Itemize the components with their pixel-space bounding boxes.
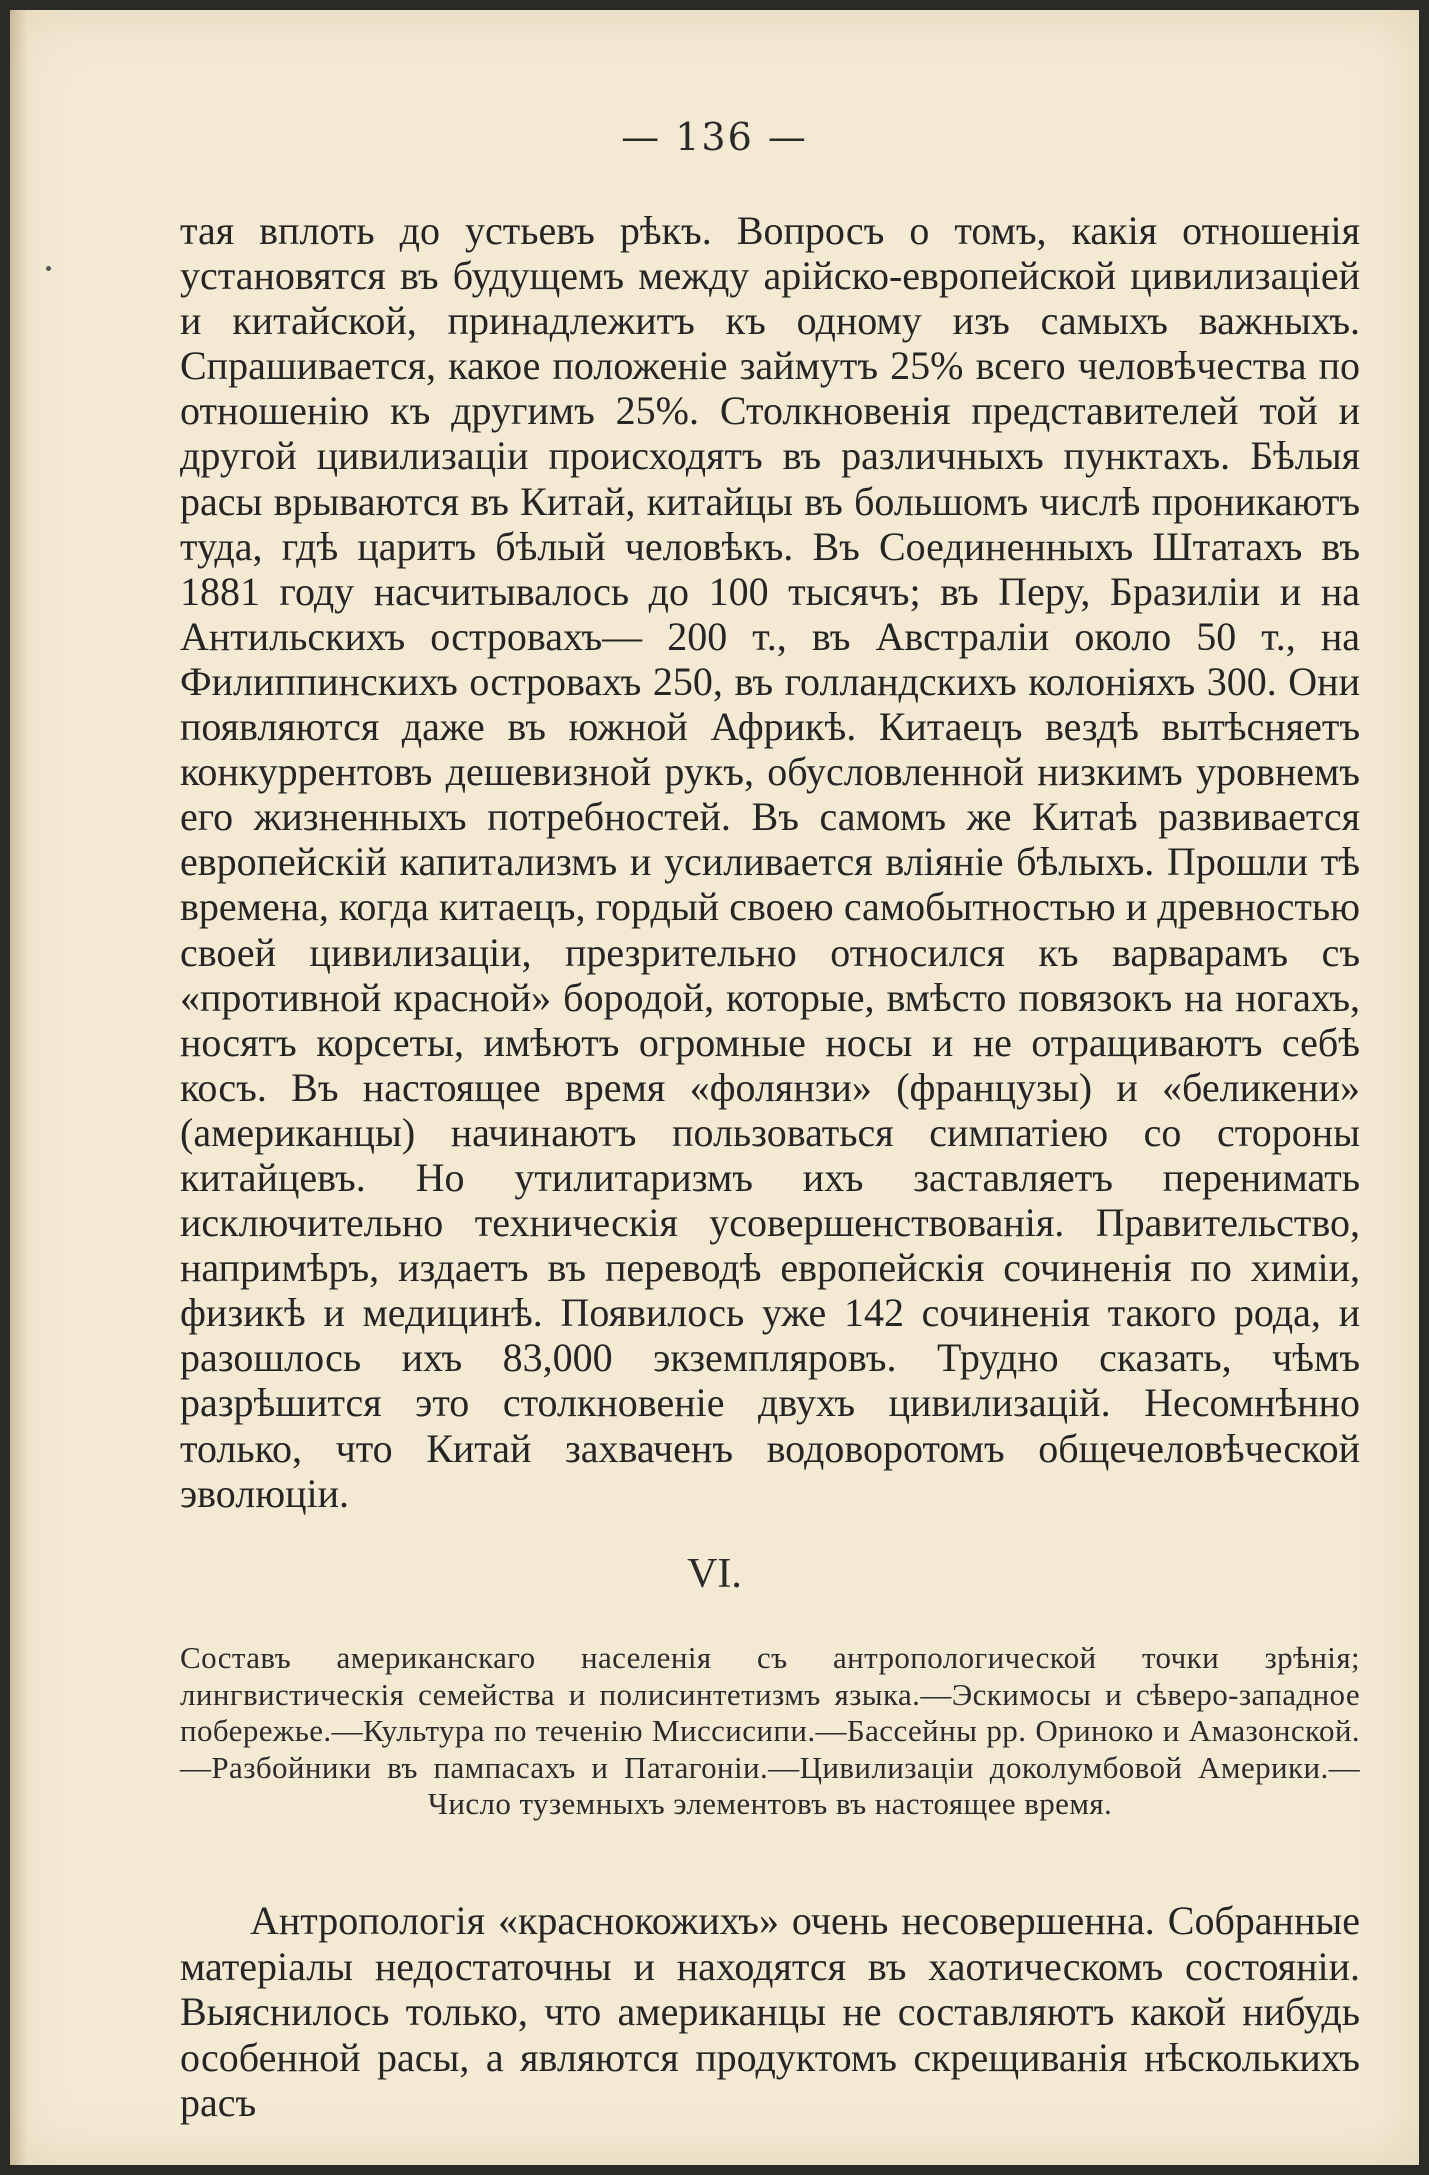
section-summary: Составъ американскаго населенія съ антропологической точки зрѣнія; лингвистическія семейства и полисинтетизмъ языка.—Эскимосы и сѣверо-западное побережье.—Культура по теченію Миссисипи.—Бассейны рр. Ориноко и Амазонской.—Разбойники въ пампасахъ и Патагоніи.—Цивилизаціи доколумбовой Америки.—Число туземныхъ элементовъ въ настоящее время. bbox=[180, 1640, 1360, 1821]
ink-speck bbox=[46, 266, 51, 271]
section-first-paragraph: Антропологія «краснокожихъ» очень несовершенна. Собранные матеріалы недостаточны и находятся въ хаотическомъ состояніи. Выяснилось только, что американцы не составляютъ какой нибудь особенной расы, а являются продуктомъ скрещиванія нѣсколькихъ расъ bbox=[180, 1898, 1360, 2125]
book-page bbox=[10, 10, 1419, 2165]
section-heading: VI. bbox=[687, 1551, 742, 1597]
body-paragraph: тая вплоть до устьевъ рѣкъ. Вопросъ о томъ, какія отношенія установятся въ будущемъ между арійско-европейской цивилизаціей и китайской, принадлежитъ къ одному изъ самыхъ важныхъ. Спрашивается, какое положеніе займутъ 25% всего человѣчества по отношенію къ другимъ 25%. Столкновенія представителей той и другой цивилизаціи происходятъ въ различныхъ пунктахъ. Бѣлыя расы врываются въ Китай, китайцы въ большомъ числѣ проникаютъ туда, гдѣ царитъ бѣлый человѣкъ. Въ Соединенныхъ Штатахъ въ 1881 году насчитывалось до 100 тысячъ; въ Перу, Бразиліи и на Антильскихъ островахъ— 200 т., въ Австраліи около 50 т., на Филиппинскихъ островахъ 250, въ голландскихъ колоніяхъ 300. Они появляются даже въ южной Африкѣ. Китаецъ вездѣ вытѣсняетъ конкуррентовъ дешевизной рукъ, обусловленной низкимъ уровнемъ его жизненныхъ потребностей. Въ самомъ же Китаѣ развивается европейскій капитализмъ и усиливается вліяніе бѣлыхъ. Прошли тѣ времена, когда китаецъ, гордый своею самобытностью и древностью своей цивилизаціи, презрительно относился къ варварамъ съ «противной красной» бородой, которые, вмѣсто повязокъ на ногахъ, носятъ корсеты, имѣютъ огромные носы и не отращиваютъ себѣ косъ. Въ настоящее время «фолянзи» (французы) и «беликени» (американцы) начинаютъ пользоваться симпатіею со стороны китайцевъ. Но утилитаризмъ ихъ заставляетъ перенимать исключительно техническія усовершенствованія. Правительство, напримѣръ, издаетъ въ переводѣ европейскія сочиненія по химіи, физикѣ и медицинѣ. Появилось уже 142 сочиненія такого рода, и разошлось ихъ 83,000 экземпляровъ. Трудно сказать, чѣмъ разрѣшится это столкновеніе двухъ цивилизацій. Несомнѣнно только, что Китай захваченъ водоворотомъ общечеловѣческой эволюціи. bbox=[180, 208, 1360, 1516]
page-number: — 136 — bbox=[621, 115, 808, 159]
